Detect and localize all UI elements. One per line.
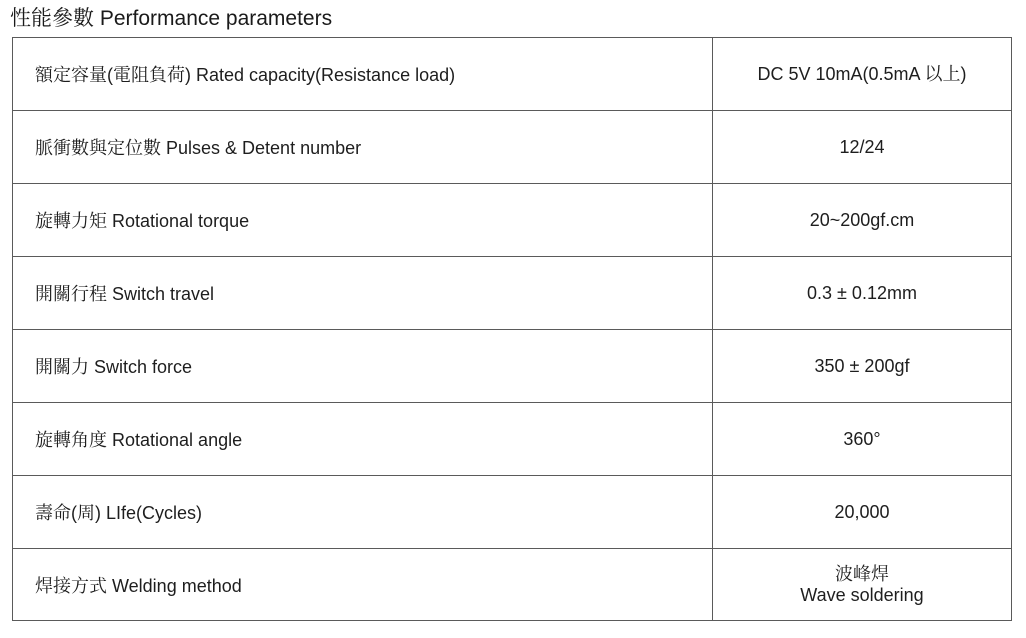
switch-force-label: 開關力 Switch force xyxy=(13,330,713,403)
rated-capacity-label: 額定容量(電阻負荷) Rated capacity(Resistance load) xyxy=(13,38,713,111)
value-text-english: Wave soldering xyxy=(800,584,924,605)
rotational-torque-value xyxy=(713,184,1012,257)
value-text-chinese: 波峰焊 xyxy=(835,563,889,584)
switch-travel-label: 開關行程 Switch travel xyxy=(13,257,713,330)
welding-method-label: 焊接方式 Welding method xyxy=(13,549,713,621)
switch-force-value xyxy=(713,330,1012,403)
rotational-angle-value xyxy=(713,403,1012,476)
rotational-angle-label: 旋轉角度 Rotational angle xyxy=(13,403,713,476)
value-text: 20,000 xyxy=(834,501,890,522)
performance-parameters-table xyxy=(12,37,1012,621)
table-row xyxy=(13,403,1012,476)
page-title: 性能參數 Performance parameters xyxy=(10,7,333,30)
table-row xyxy=(13,184,1012,257)
table-row xyxy=(13,549,1012,621)
life-cycles-value xyxy=(713,476,1012,549)
rotational-torque-label: 旋轉力矩 Rotational torque xyxy=(13,184,713,257)
table-row xyxy=(13,111,1012,184)
table-row xyxy=(13,257,1012,330)
life-cycles-label: 壽命(周) LIfe(Cycles) xyxy=(13,476,713,549)
value-text: 360° xyxy=(843,428,881,449)
welding-method-value xyxy=(713,549,1012,621)
pulses-detent-label: 脈衝數與定位數 Pulses & Detent number xyxy=(13,111,713,184)
value-text: 350 ± 200gf xyxy=(814,355,910,376)
switch-travel-value xyxy=(713,257,1012,330)
table-row xyxy=(13,330,1012,403)
table-row xyxy=(13,38,1012,111)
value-text: 12/24 xyxy=(839,136,885,157)
rated-capacity-value xyxy=(713,38,1012,111)
table-row xyxy=(13,476,1012,549)
value-text: 20~200gf.cm xyxy=(809,209,915,230)
value-text: DC 5V 10mA(0.5mA 以上) xyxy=(757,63,967,84)
pulses-detent-value xyxy=(713,111,1012,184)
value-text: 0.3 ± 0.12mm xyxy=(807,282,917,303)
